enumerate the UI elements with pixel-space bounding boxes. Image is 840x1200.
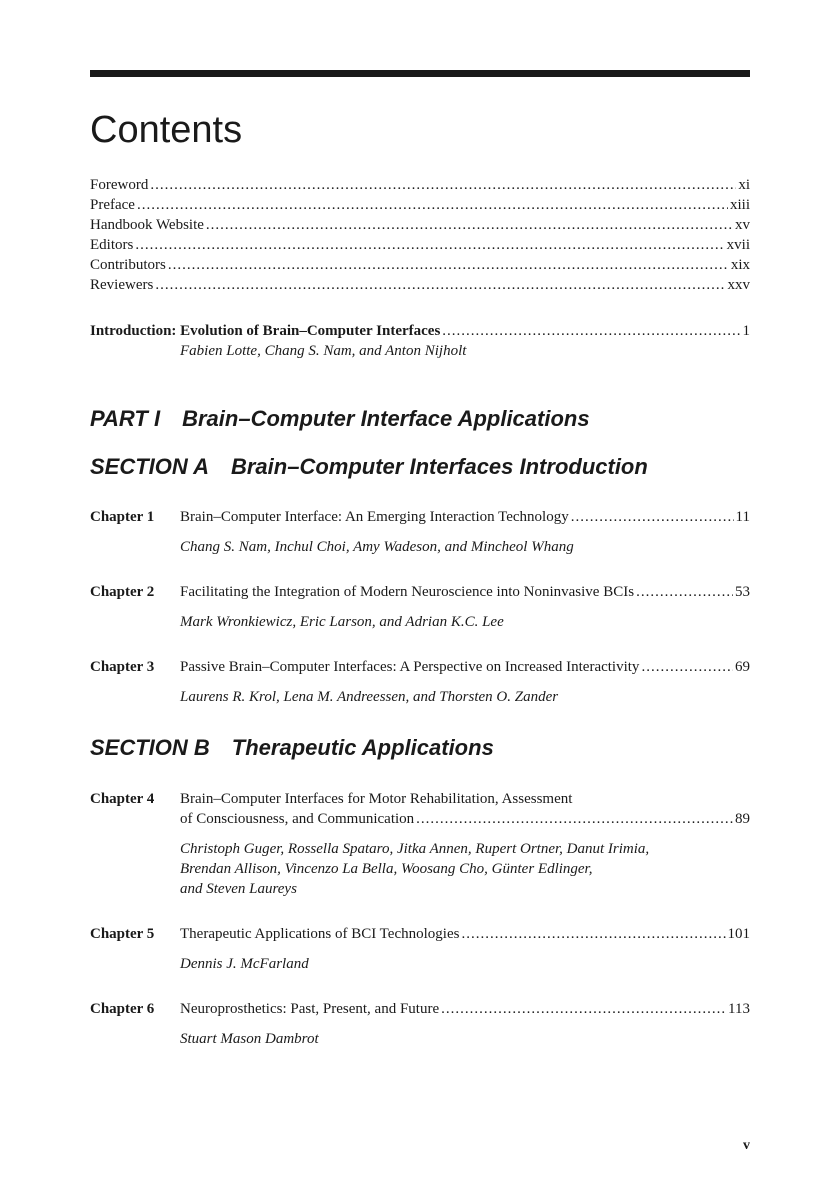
section-b-heading bbox=[90, 734, 494, 762]
chapter-title: Neuroprosthetics: Past, Present, and Future bbox=[180, 1001, 440, 1017]
chapter-number: Chapter 2 bbox=[90, 584, 155, 600]
toc-entry-label: Foreword bbox=[90, 177, 149, 193]
top-rule bbox=[90, 70, 750, 77]
chapter-number: Chapter 4 bbox=[90, 791, 155, 807]
dot-leader bbox=[137, 195, 728, 215]
front-matter-list bbox=[90, 175, 750, 295]
dot-leader bbox=[571, 507, 734, 527]
dot-leader bbox=[441, 999, 726, 1019]
part-number: PART I bbox=[90, 406, 161, 431]
toc-page-number: xvii bbox=[726, 237, 750, 253]
part-title: Brain–Computer Interface Applications bbox=[182, 406, 590, 431]
chapter-number: Chapter 1 bbox=[90, 509, 155, 525]
toc-page-number: 101 bbox=[727, 926, 750, 942]
dot-leader bbox=[135, 235, 724, 255]
chapter-title: Facilitating the Integration of Modern Neuroscience into Noninvasive BCIs bbox=[180, 584, 635, 600]
toc-entry-editors[interactable] bbox=[90, 235, 750, 255]
toc-entry-handbook-website[interactable] bbox=[90, 215, 750, 235]
toc-entry-reviewers[interactable] bbox=[90, 275, 750, 295]
section-number: SECTION A bbox=[90, 454, 209, 479]
chapter-authors: and Steven Laureys bbox=[180, 881, 297, 897]
toc-entry-foreword[interactable] bbox=[90, 175, 750, 195]
contents-page bbox=[90, 0, 750, 1200]
introduction-title: Introduction: Evolution of Brain–Computer Interfaces bbox=[90, 323, 441, 339]
page-folio: v bbox=[743, 1138, 750, 1153]
chapter-number: Chapter 6 bbox=[90, 1001, 155, 1017]
dot-leader bbox=[168, 255, 729, 275]
toc-entry-preface[interactable] bbox=[90, 195, 750, 215]
dot-leader bbox=[416, 809, 733, 829]
chapter-title: Brain–Computer Interfaces for Motor Rehabilitation, Assessment bbox=[180, 791, 573, 807]
toc-page-number: xi bbox=[738, 177, 750, 193]
dot-leader bbox=[150, 175, 736, 195]
section-number: SECTION B bbox=[90, 735, 210, 760]
section-title: Therapeutic Applications bbox=[231, 735, 494, 760]
toc-entry-label: Preface bbox=[90, 197, 135, 213]
dot-leader bbox=[641, 657, 733, 677]
chapter-authors: Stuart Mason Dambrot bbox=[180, 1031, 319, 1047]
dot-leader bbox=[636, 582, 733, 602]
page-title: Contents bbox=[90, 109, 243, 151]
chapter-authors: Brendan Allison, Vincenzo La Bella, Woosang Cho, Günter Edlinger, bbox=[180, 861, 593, 877]
dot-leader bbox=[155, 275, 725, 295]
toc-entry-label: Contributors bbox=[90, 257, 166, 273]
toc-entry-contributors[interactable] bbox=[90, 255, 750, 275]
toc-page-number: xiii bbox=[729, 197, 750, 213]
toc-entry-label: Editors bbox=[90, 237, 134, 253]
toc-entry-label: Reviewers bbox=[90, 277, 154, 293]
toc-page-number: 69 bbox=[735, 659, 750, 675]
toc-page-number: 89 bbox=[735, 811, 750, 827]
toc-entry-label: Handbook Website bbox=[90, 217, 204, 233]
chapter-authors: Laurens R. Krol, Lena M. Andreessen, and Thorsten O. Zander bbox=[180, 689, 559, 705]
chapter-number: Chapter 5 bbox=[90, 926, 155, 942]
toc-page-number: 11 bbox=[735, 509, 750, 525]
toc-page-number: xxv bbox=[727, 277, 750, 293]
part-heading bbox=[90, 405, 590, 433]
chapter-title: Therapeutic Applications of BCI Technologies bbox=[180, 926, 460, 942]
introduction-authors: Fabien Lotte, Chang S. Nam, and Anton Nijholt bbox=[180, 343, 467, 359]
toc-page-number: 1 bbox=[742, 323, 750, 339]
toc-page-number: 53 bbox=[735, 584, 750, 600]
dot-leader bbox=[461, 924, 725, 944]
dot-leader bbox=[206, 215, 733, 235]
chapter-authors: Christoph Guger, Rossella Spataro, Jitka Annen, Rupert Ortner, Danut Irimia, bbox=[180, 841, 650, 857]
toc-page-number: xix bbox=[730, 257, 750, 273]
section-title: Brain–Computer Interfaces Introduction bbox=[230, 454, 648, 479]
chapter-title: Passive Brain–Computer Interfaces: A Perspective on Increased Interactivity bbox=[180, 659, 640, 675]
chapter-number: Chapter 3 bbox=[90, 659, 155, 675]
toc-page-number: 113 bbox=[728, 1001, 750, 1017]
chapter-title: Brain–Computer Interface: An Emerging Interaction Technology bbox=[180, 509, 569, 525]
chapter-authors: Dennis J. McFarland bbox=[180, 956, 309, 972]
section-a-heading bbox=[90, 453, 648, 481]
chapter-authors: Chang S. Nam, Inchul Choi, Amy Wadeson, and Mincheol Whang bbox=[180, 539, 574, 555]
toc-page-number: xv bbox=[735, 217, 750, 233]
chapter-title-continued: of Consciousness, and Communication bbox=[180, 811, 415, 827]
chapter-authors: Mark Wronkiewicz, Eric Larson, and Adrian K.C. Lee bbox=[180, 614, 504, 630]
toc-entry-introduction[interactable] bbox=[90, 321, 750, 361]
dot-leader bbox=[442, 321, 740, 341]
